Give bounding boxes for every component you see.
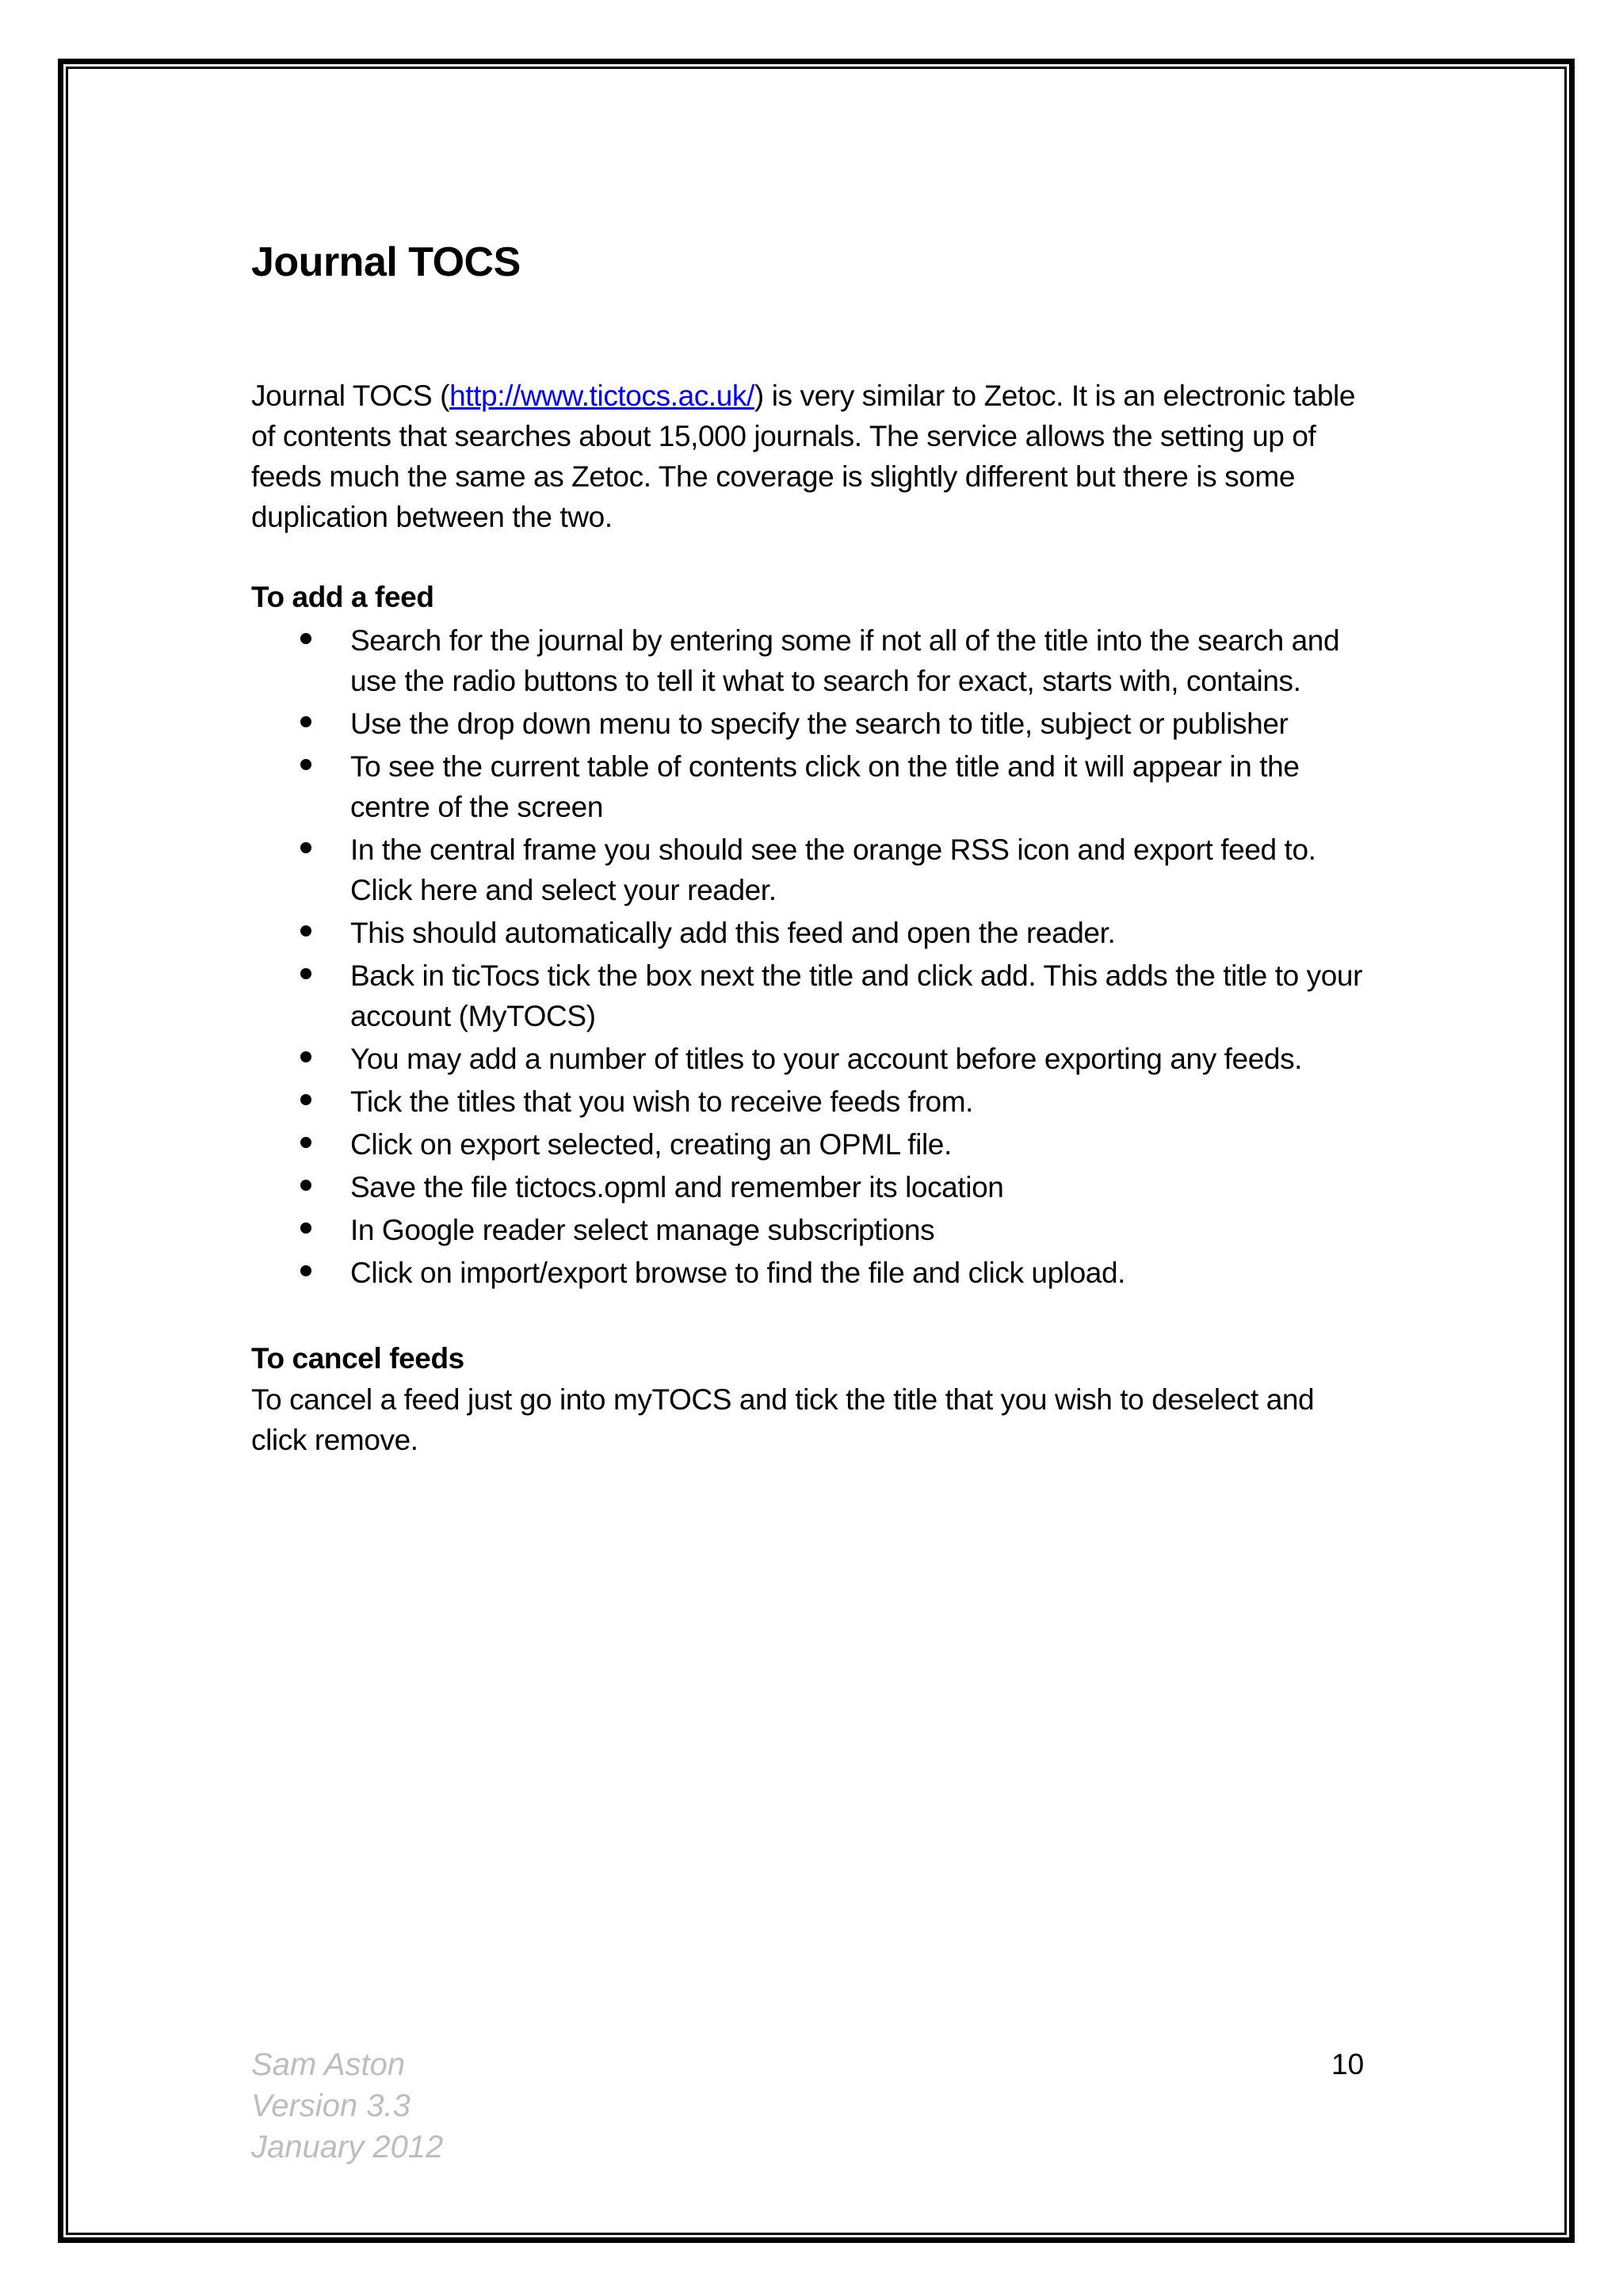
list-item <box>251 1167 1377 1207</box>
cancel-feeds-text: To cancel a feed just go into myTOCS and tick the title that you wish to deselect and click remove. <box>251 1383 1315 1457</box>
list-item-text: Back in ticTocs tick the box next the title and click add. This adds the title to your account (MyTOCS) <box>350 959 1363 1033</box>
list-item <box>251 1039 1377 1079</box>
footer-date: January 2012 <box>251 2130 444 2164</box>
bullet-icon <box>300 1051 311 1062</box>
list-item-text: To see the current table of contents click on the title and it will appear in the centre of the screen <box>350 750 1300 824</box>
list-item <box>251 1081 1377 1122</box>
list-item <box>251 955 1377 1036</box>
add-feed-heading: To add a feed <box>251 581 434 614</box>
bullet-icon <box>300 1222 311 1234</box>
bullet-icon <box>300 759 311 770</box>
bullet-icon <box>300 925 311 936</box>
add-feed-steps <box>251 620 1377 1293</box>
list-item <box>251 1124 1377 1165</box>
list-item-text: In the central frame you should see the orange RSS icon and export feed to. Click here and select your reader. <box>350 833 1316 907</box>
list-item-text: In Google reader select manage subscriptions <box>350 1214 935 1247</box>
list-item <box>251 704 1377 744</box>
intro-text-start: Journal TOCS ( <box>251 379 450 413</box>
intro-paragraph <box>251 376 1377 537</box>
list-item <box>251 913 1377 953</box>
bullet-icon <box>300 716 311 727</box>
bullet-icon <box>300 633 311 644</box>
bullet-icon <box>300 1094 311 1105</box>
bullet-icon <box>300 968 311 979</box>
footer-version: Version 3.3 <box>251 2088 411 2123</box>
list-item <box>251 830 1377 910</box>
list-item-text: Click on import/export browse to find the file and click upload. <box>350 1257 1126 1290</box>
list-item <box>251 1210 1377 1250</box>
intro-text-end: ) is very similar to Zetoc. It is an electronic table of contents that searches about 15,000 journals. The service allows the setting up of feeds much the same as Zetoc. The coverage is slightly different but there is some duplication between the two. <box>251 379 1356 534</box>
page-number: 10 <box>1331 2048 1365 2081</box>
bullet-icon <box>300 1265 311 1276</box>
list-item-text: You may add a number of titles to your account before exporting any feeds. <box>350 1043 1303 1076</box>
bullet-icon <box>300 1180 311 1191</box>
page-title: Journal TOCS <box>251 239 521 285</box>
footer-author: Sam Aston <box>251 2047 406 2082</box>
bullet-icon <box>300 842 311 853</box>
list-item-text: Search for the journal by entering some if not all of the title into the search and use the radio buttons to tell it what to search for exact, starts with, contains. <box>350 624 1340 698</box>
tictocs-link[interactable]: http://www.tictocs.ac.uk/ <box>449 379 754 413</box>
list-item <box>251 746 1377 827</box>
list-item-text: Tick the titles that you wish to receive feeds from. <box>350 1085 973 1119</box>
document-body <box>251 238 1377 1460</box>
footer <box>251 2044 443 2168</box>
list-item-text: This should automatically add this feed and open the reader. <box>350 917 1116 950</box>
list-item <box>251 620 1377 701</box>
list-item-text: Save the file tictocs.opml and remember its location <box>350 1171 1004 1204</box>
list-item <box>251 1253 1377 1293</box>
cancel-feeds-heading: To cancel feeds <box>251 1342 464 1375</box>
bullet-icon <box>300 1137 311 1148</box>
list-item-text: Use the drop down menu to specify the search to title, subject or publisher <box>350 707 1289 741</box>
list-item-text: Click on export selected, creating an OPML file. <box>350 1128 952 1161</box>
